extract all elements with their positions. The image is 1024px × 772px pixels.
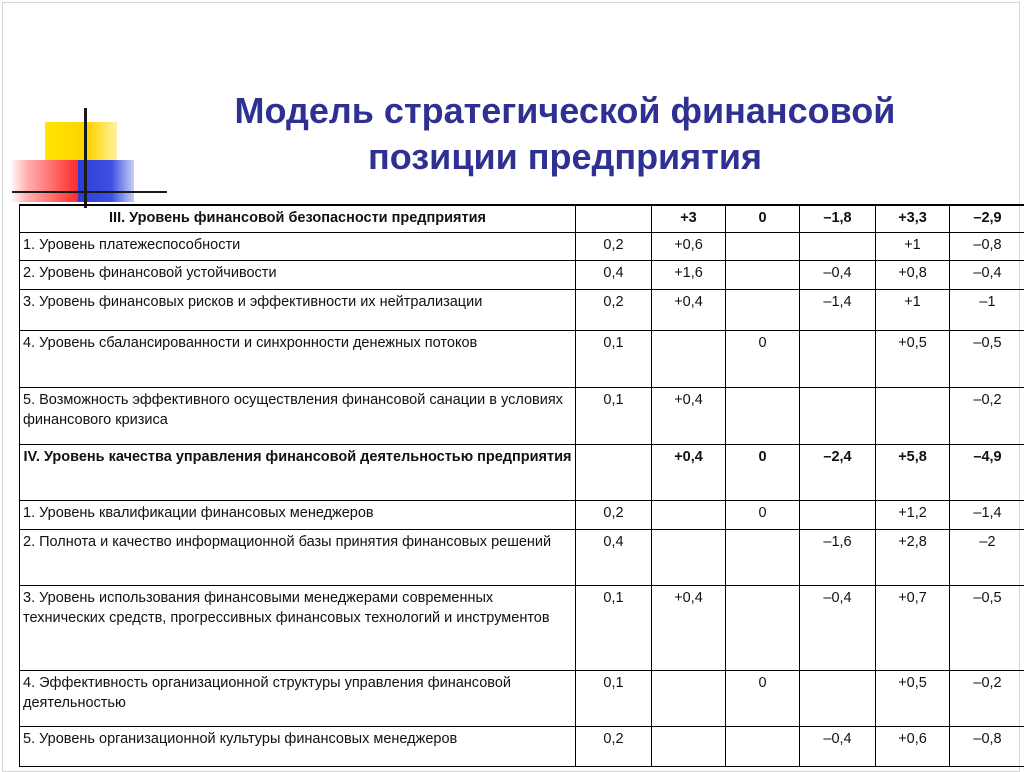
- row-weight: 0,4: [576, 260, 652, 289]
- row-label: 3. Уровень использования финансовыми менеджерами современных технических средств, прогрессивных финансовых технологий и инструментов: [20, 585, 576, 670]
- row-c1: +0,6: [652, 232, 726, 260]
- section-header-c5: –4,9: [950, 444, 1024, 500]
- section-header-c4: +5,8: [876, 444, 950, 500]
- table-row: [20, 585, 1024, 670]
- row-label: 5. Уровень организационной культуры финансовых менеджеров: [20, 726, 576, 766]
- row-label: 2. Уровень финансовой устойчивости: [20, 260, 576, 289]
- section-header-c1: +0,4: [652, 444, 726, 500]
- row-c4: [876, 387, 950, 444]
- page-title: [150, 88, 980, 180]
- row-c4: +2,8: [876, 529, 950, 585]
- row-c3: [800, 330, 876, 387]
- row-c2: 0: [726, 670, 800, 726]
- row-c2: [726, 529, 800, 585]
- row-c5: –0,4: [950, 260, 1024, 289]
- row-weight: 0,2: [576, 726, 652, 766]
- table-row: [20, 387, 1024, 444]
- row-c2: [726, 260, 800, 289]
- row-weight: 0,2: [576, 500, 652, 529]
- row-c3: [800, 500, 876, 529]
- table-row: [20, 529, 1024, 585]
- table-row: [20, 260, 1024, 289]
- table-row: [20, 289, 1024, 330]
- row-c5: –0,2: [950, 670, 1024, 726]
- section-header-label: III. Уровень финансовой безопасности предприятия: [20, 205, 576, 232]
- row-label: 5. Возможность эффективного осуществления финансовой санации в условиях финансового кризиса: [20, 387, 576, 444]
- row-c5: –0,8: [950, 726, 1024, 766]
- row-c3: –0,4: [800, 585, 876, 670]
- row-label: 4. Уровень сбалансированности и синхронности денежных потоков: [20, 330, 576, 387]
- row-weight: 0,2: [576, 232, 652, 260]
- row-c2: [726, 289, 800, 330]
- row-c3: –0,4: [800, 260, 876, 289]
- horizontal-line: [12, 191, 167, 193]
- row-c5: –0,5: [950, 330, 1024, 387]
- row-weight: 0,2: [576, 289, 652, 330]
- table-row: [20, 232, 1024, 260]
- row-c1: +1,6: [652, 260, 726, 289]
- row-c5: –0,8: [950, 232, 1024, 260]
- row-c2: 0: [726, 500, 800, 529]
- row-c4: +0,8: [876, 260, 950, 289]
- section-header-row: [20, 205, 1024, 232]
- row-c5: –1: [950, 289, 1024, 330]
- section-header-c5: –2,9: [950, 205, 1024, 232]
- title-line-1: Модель стратегической финансовой: [150, 88, 980, 134]
- table-row: [20, 500, 1024, 529]
- row-c2: [726, 387, 800, 444]
- row-c4: +0,5: [876, 330, 950, 387]
- row-c1: [652, 670, 726, 726]
- section-header-weight: [576, 444, 652, 500]
- section-header-c4: +3,3: [876, 205, 950, 232]
- section-header-c2: 0: [726, 205, 800, 232]
- row-c4: +1: [876, 232, 950, 260]
- row-c1: +0,4: [652, 387, 726, 444]
- table-row: [20, 670, 1024, 726]
- row-c5: –0,5: [950, 585, 1024, 670]
- row-c2: [726, 585, 800, 670]
- red-square: [10, 160, 78, 202]
- row-c2: 0: [726, 330, 800, 387]
- row-c4: +0,7: [876, 585, 950, 670]
- section-header-c2: 0: [726, 444, 800, 500]
- title-line-2: позиции предприятия: [150, 134, 980, 180]
- row-weight: 0,4: [576, 529, 652, 585]
- row-label: 1. Уровень квалификации финансовых менеджеров: [20, 500, 576, 529]
- section-header-weight: [576, 205, 652, 232]
- row-c3: [800, 387, 876, 444]
- row-c4: +1,2: [876, 500, 950, 529]
- row-weight: 0,1: [576, 387, 652, 444]
- row-c3: –1,6: [800, 529, 876, 585]
- section-header-label: IV. Уровень качества управления финансовой деятельностью предприятия: [20, 444, 576, 500]
- row-c1: +0,4: [652, 289, 726, 330]
- row-c1: [652, 330, 726, 387]
- row-c5: –0,2: [950, 387, 1024, 444]
- table-row: [20, 330, 1024, 387]
- financial-position-table: [19, 204, 1024, 767]
- row-c2: [726, 726, 800, 766]
- row-c4: +0,5: [876, 670, 950, 726]
- row-weight: 0,1: [576, 585, 652, 670]
- row-c1: +0,4: [652, 585, 726, 670]
- decorative-logo: [0, 0, 170, 220]
- row-c1: [652, 500, 726, 529]
- row-c5: –2: [950, 529, 1024, 585]
- row-c4: +1: [876, 289, 950, 330]
- row-c2: [726, 232, 800, 260]
- row-c3: [800, 232, 876, 260]
- section-header-c3: –1,8: [800, 205, 876, 232]
- row-c3: [800, 670, 876, 726]
- row-label: 2. Полнота и качество информационной базы принятия финансовых решений: [20, 529, 576, 585]
- row-c1: [652, 726, 726, 766]
- row-c1: [652, 529, 726, 585]
- row-c3: –0,4: [800, 726, 876, 766]
- row-label: 4. Эффективность организационной структуры управления финансовой деятельностью: [20, 670, 576, 726]
- row-label: 1. Уровень платежеспособности: [20, 232, 576, 260]
- row-c4: +0,6: [876, 726, 950, 766]
- table-row: [20, 726, 1024, 766]
- row-c3: –1,4: [800, 289, 876, 330]
- section-header-c1: +3: [652, 205, 726, 232]
- row-weight: 0,1: [576, 330, 652, 387]
- row-weight: 0,1: [576, 670, 652, 726]
- row-label: 3. Уровень финансовых рисков и эффективности их нейтрализации: [20, 289, 576, 330]
- section-header-row: [20, 444, 1024, 500]
- section-header-c3: –2,4: [800, 444, 876, 500]
- row-c5: –1,4: [950, 500, 1024, 529]
- vertical-line: [84, 108, 87, 208]
